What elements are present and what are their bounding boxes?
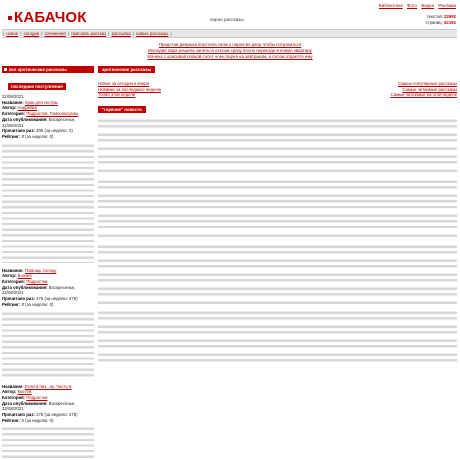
entry-author-link[interactable]: Костей [17, 389, 32, 395]
article-paragraph [98, 286, 457, 297]
bullet-icon [4, 68, 7, 71]
sidebar-heading[interactable]: все эротические рассказы [2, 66, 94, 73]
promo-links [120, 42, 340, 61]
article-paragraph [98, 132, 457, 143]
main-content [98, 66, 457, 460]
promo-link[interactable]: Представ девушка впустила своего парня во двор чтобы потрахаться [158, 42, 302, 47]
entry-published: Воскресенье, 22/08/2021 [2, 284, 76, 296]
entry-read-count: 205 (за неделю: 0) [36, 128, 73, 134]
site-header [0, 0, 460, 28]
promo-link[interactable]: Мачеха с красивой попкой сосет член парня на завтраком, а потом отдается ему [147, 54, 313, 60]
entry-author-link[interactable]: Андрейка [17, 105, 37, 111]
article-paragraph [98, 179, 457, 190]
article-paragraph [98, 146, 457, 152]
article-paragraph [98, 244, 457, 255]
news-article [98, 244, 457, 306]
top-link-ads[interactable]: Реклама [438, 3, 456, 8]
site-title: порно рассказы [210, 17, 244, 22]
entry-rating: 0 (за неделю: 0) [21, 417, 54, 423]
nav-new[interactable]: новое [6, 31, 19, 36]
link-most-popular[interactable]: Самые популярные рассказы [398, 81, 457, 86]
news-article [98, 118, 457, 174]
entry-rating: 0 (за неделю: 0) [21, 301, 54, 307]
entry-title-link[interactable]: Если в пиз...ну. Часть 8 [24, 383, 72, 389]
stats-pages: страниц: 52191 [425, 20, 456, 25]
entry-rating: 0 (за неделю: 0) [21, 133, 54, 139]
article-paragraph [98, 193, 457, 210]
link-most-read[interactable]: Самые читаемые рассказы [402, 86, 457, 92]
logo-text: КАБАЧОК [14, 9, 87, 26]
sidebar [2, 66, 94, 460]
main-link-columns [98, 81, 457, 98]
entry-title-link[interactable]: Помощь соседу [24, 267, 57, 273]
sidebar-entry: Название: Если в пиз...ну. Часть 8 Автор: Костей Категория: Подростки Дата опубликования: Воскресенье, 22/08/2021 Прочитано раз: 279 (за неделю: 279) Рейтинг: 0 (за неделю: 0) [2, 384, 94, 460]
entry-read-count: 475 (за неделю: 475) [36, 296, 78, 302]
entry-author-link[interactable]: Бэзнев [17, 273, 32, 279]
news-article [98, 179, 457, 239]
entry-date: 22/08/2021 [2, 94, 24, 99]
site-logo[interactable] [8, 9, 87, 26]
article-paragraph [98, 118, 457, 129]
news-article [98, 310, 457, 363]
top-link-photo[interactable]: Фото [406, 3, 418, 8]
nav-new-stories[interactable]: новые рассказы [136, 31, 169, 36]
article-paragraph [98, 310, 457, 321]
nav-essays[interactable]: сочинения [44, 31, 66, 36]
sidebar-entry: 22/08/2021 Название: Урок для сестры Автор: Андрейка Категория: Подростки, Гомосексуалы Дата опубликования: Воскресенье, 22/08/2021 Прочитано раз: 205 (за неделю: 0) Рейтинг: 0 (за неделю: 0) [2, 94, 94, 263]
entry-published: Воскресенье, 22/08/2021 [2, 400, 76, 412]
link-new-week[interactable]: Новинки за последнюю неделю [98, 86, 161, 92]
main-links-right [391, 81, 457, 98]
article-paragraph [98, 272, 457, 283]
logo-dot-icon [8, 16, 12, 20]
article-paragraph [98, 324, 457, 335]
top-links [376, 3, 456, 8]
article-paragraph [98, 338, 457, 349]
hot-news-badge: "горячие" новости [98, 106, 146, 113]
entry-category-link[interactable]: Подростки, Гомосексуалы [26, 111, 79, 117]
link-top50[interactable]: Топ50 этой недели [98, 92, 136, 98]
site-stats [426, 14, 456, 26]
promo-link[interactable]: Молодая пара решила заняться сексом сразу после переезда в новую квартиру [148, 48, 312, 54]
entry-published: Воскресенье, 22/08/2021 [2, 116, 76, 128]
sidebar-subheading: последние поступления [8, 83, 66, 90]
top-link-video[interactable]: Видео [421, 3, 435, 8]
article-paragraph [98, 352, 457, 363]
article-paragraph [98, 233, 457, 239]
entry-excerpt [2, 426, 94, 460]
sidebar-entry: Название: Помощь соседу Автор: Бэзнев Категория: Подростки Дата опубликования: Воскресенье, 22/08/2021 Прочитано раз: 475 (за неделю: 475) Рейтинг: 0 (за неделю: 0) [2, 268, 94, 379]
article-paragraph [98, 154, 457, 165]
entry-excerpt [2, 311, 94, 379]
main-navbar: | новое | сегодня | сочинения | прислать рассказ | рассылка | новые рассказы | [2, 29, 457, 38]
entry-category-link[interactable]: Подростки [26, 279, 48, 285]
main-heading: эротические рассказы [98, 66, 155, 73]
entry-read-count: 279 (за неделю: 279) [36, 412, 78, 418]
nav-today[interactable]: сегодня [23, 31, 40, 36]
entry-title-link[interactable]: Урок для сестры [24, 99, 58, 105]
main-links-left [98, 81, 161, 98]
article-paragraph [98, 300, 457, 306]
nav-submit-story[interactable]: прислать рассказ [71, 31, 107, 36]
entry-category-link[interactable]: Подростки [26, 394, 48, 400]
entry-title-row: Название: Урок для сестры [2, 99, 58, 105]
nav-mailing[interactable]: рассылка [111, 31, 131, 36]
entry-excerpt [2, 143, 94, 263]
top-link-library[interactable]: Библиотека [378, 3, 403, 8]
link-most-read-week[interactable]: Самые читаемые на этой неделе [390, 92, 457, 98]
article-paragraph [98, 258, 457, 269]
stats-texts: текстов: 22692 [426, 14, 456, 19]
article-paragraph [98, 213, 457, 230]
link-new-today[interactable]: Новое за сегодня и вчера [98, 81, 150, 86]
article-paragraph [98, 168, 457, 174]
